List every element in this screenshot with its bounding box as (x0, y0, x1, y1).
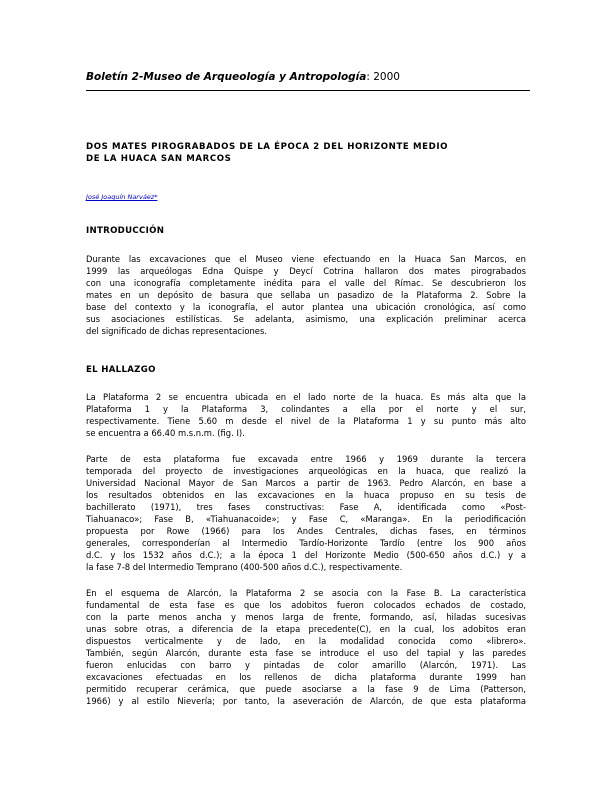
paragraph-hallazgo-2 (86, 453, 526, 573)
text-line: con una iconografía completamente inédita para el valle del Rímac. Se descubrieron los (86, 278, 526, 288)
text-line: sus asociaciones estilísticas. Se adelanta, asimismo, una explicación preliminar acerca (86, 314, 526, 324)
section-heading-hallazgo: EL HALLAZGO (86, 365, 156, 375)
text-line: d.C. y los 1532 años d.C.); a la época 1 del Horizonte Medio (500-650 años d.C.) y a (86, 550, 526, 560)
text-line: unas sobre otras, a diferencia de la etapa precedente(C), en la cual, los adobitos eran (86, 624, 526, 634)
text-line: los resultados obtenidos en las excavaciones en la huaca propuso en su tesis de (86, 490, 526, 500)
text-line: la fase 7-8 del Intermedio Temprano (400-500 años d.C.), respectivamente. (86, 562, 403, 572)
header-rule (86, 90, 530, 91)
text-line: excavaciones efectuadas en los rellenos de dicha plataforma durante 1999 han (86, 672, 526, 682)
text-line: propuesta por Rowe (1966) para los Andes Centrales, dichas fases, en términos (86, 526, 526, 536)
paragraph-intro (86, 253, 526, 337)
section-heading-introduccion: INTRODUCCIÓN (86, 226, 165, 236)
text-line: 1966) y al estilo Nievería; por tanto, la aseveración de Alarcón, de que esta plataforma (86, 696, 526, 706)
text-line: temporada del proyecto de investigaciones arqueológicas en la huaca, que realizó la (86, 466, 526, 476)
text-line: fueron enlucidas con barro y pintadas de color amarillo (Alarcón, 1971). Las (86, 660, 526, 670)
text-line: fundamental de esta fase es que los adobitos fueron colocados echados de costado, (86, 600, 526, 610)
text-line: La Plataforma 2 se encuentra ubicada en el lado norte de la huaca. Es más alta que la (86, 392, 526, 402)
text-line: con la parte menos ancha y menos larga de frente, formando, así, hiladas sucesivas (86, 612, 526, 622)
text-line: permitido recuperar cerámica, que puede asociarse a la fase 9 de Lima (Patterson, (86, 684, 526, 694)
text-line: base del contexto y la iconografía, el autor plantea una ubicación cronológica, así como (86, 302, 526, 312)
text-line: Universidad Nacional Mayor de San Marcos a partir de 1963. Pedro Alarcón, en base a (86, 478, 526, 488)
text-line: Parte de esta plataforma fue excavada entre 1966 y 1969 durante la tercera (86, 454, 526, 464)
author-link[interactable]: José Joaquín Narváez* (86, 193, 158, 201)
text-line: bachillerato (1971), tres fases constructivas: Fase A, identificada como «Post- (86, 502, 526, 512)
text-line: En el esquema de Alarcón, la Plataforma 2 se asocia con la Fase B. La característica (86, 588, 526, 598)
paragraph-hallazgo-1 (86, 391, 526, 439)
text-line: respectivamente. Tiene 5.60 m desde el nivel de la Plataforma 1 y su punto más alto (86, 416, 526, 426)
journal-header (86, 71, 400, 83)
text-line: También, según Alarcón, durante esta fase se introduce el uso del tapial y las paredes (86, 648, 526, 658)
text-line: generales, corresponderían al Intermedio Tardío-Horizonte Tardío (entre los 900 años (86, 538, 526, 548)
title-line: DE LA HUACA SAN MARCOS (86, 154, 232, 164)
paragraph-hallazgo-3 (86, 587, 526, 707)
text-line: Durante las excavaciones que el Museo viene efectuando en la Huaca San Marcos, en (86, 254, 526, 264)
text-line: 1999 las arqueólogas Edna Quispe y Deycí Cotrina hallaron dos mates pirograbados (86, 266, 526, 276)
text-line: del significado de dichas representaciones. (86, 326, 267, 336)
text-line: mates en un depósito de basura que sellaba un pasadizo de la Plataforma 2. Sobre la (86, 290, 526, 300)
text-line: Plataforma 1 y la Plataforma 3, colindantes a ella por el norte y el sur, (86, 404, 526, 414)
journal-name: Boletín 2-Museo de Arqueología y Antropología (86, 71, 367, 83)
text-line: Tiahuanaco»; Fase B, «Tiahuanacoide»; y Fase C, «Maranga». En la periodificación (86, 514, 526, 524)
article-title (86, 141, 522, 165)
title-line: DOS MATES PIROGRABADOS DE LA ÉPOCA 2 DEL HORIZONTE MEDIO (86, 142, 449, 152)
journal-year: : 2000 (366, 71, 400, 83)
text-line: dispuestos verticalmente y de lado, en la modalidad conocida como «librero». (86, 636, 526, 646)
text-line: se encuentra a 66.40 m.s.n.m. (fig. I). (86, 428, 245, 438)
